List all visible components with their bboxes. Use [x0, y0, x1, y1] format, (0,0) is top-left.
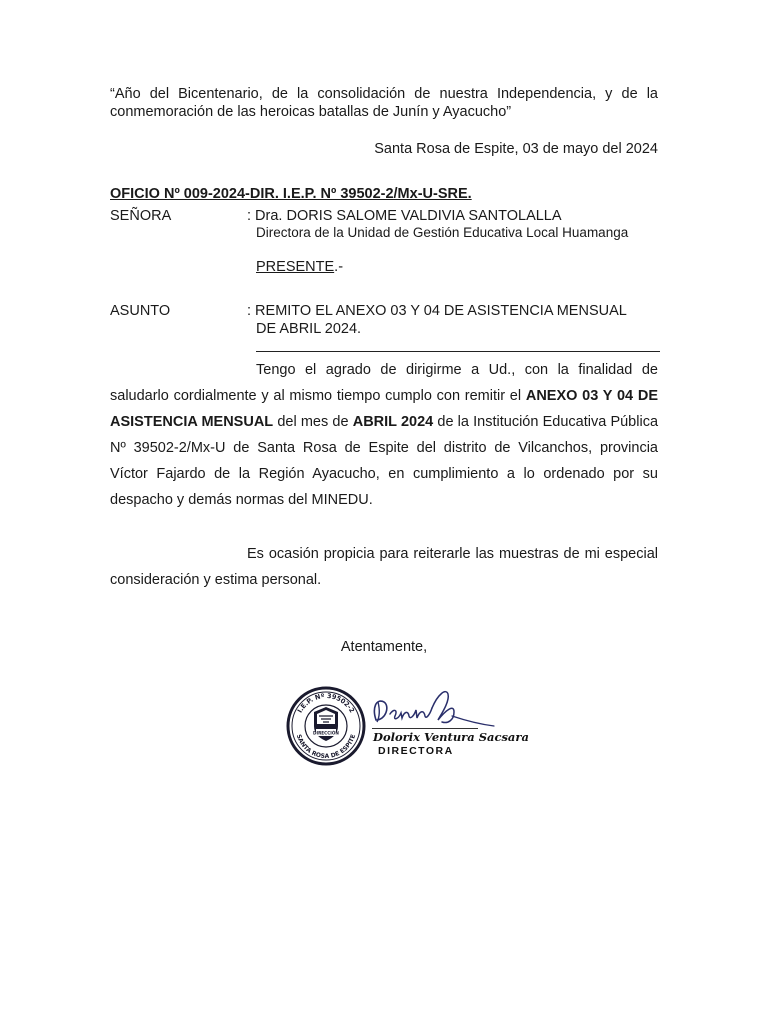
recipient-position: Directora de la Unidad de Gestión Educativa Local Huamanga: [256, 225, 629, 240]
subject-divider: [256, 351, 660, 352]
body-bold-month: ABRIL 2024: [352, 414, 434, 430]
seal-bottom-text: SANTA ROSA DE ESPITE: [294, 733, 358, 761]
body-paragraph-2: Es ocasión propicia para reiterarle las muestras de mi especial consideración y estima personal.: [110, 546, 658, 588]
place-date: Santa Rosa de Espite, 03 de mayo del 2024: [374, 141, 658, 157]
subject-label: ASUNTO: [110, 303, 171, 319]
official-seal-icon: [286, 686, 366, 766]
signer-role: DIRECTORA: [378, 745, 454, 757]
signer-name: Dolorix Ventura Sacsara: [373, 730, 529, 744]
recipient-name: : Dra. DORIS SALOME VALDIVIA SANTOLALLA: [247, 208, 562, 224]
body-bold-annex: ANEXO 03 Y 04 DE ASISTENCIA MENSUAL: [110, 388, 658, 430]
seal-center-text: DIRECCIÓN: [313, 730, 339, 736]
closing-salutation: Atentamente,: [340, 639, 428, 655]
seal-top-text: I.E.P. Nº 39502-2: [295, 691, 357, 715]
presente-word: PRESENTE: [256, 259, 335, 275]
presente-suffix: .-: [334, 259, 344, 275]
body-paragraph-1: [110, 357, 658, 513]
body-text: Tengo el agrado de dirigirme a Ud., con la finalidad de saludarlo cordialmente y al mismo tiempo cumplo con remitir el: [110, 362, 658, 404]
recipient-label: SEÑORA: [110, 208, 172, 224]
handwritten-signature-icon: [368, 680, 498, 732]
oficio-reference: OFICIO Nº 009-2024-DIR. I.E.P. Nº 39502-2/Mx-U-SRE.: [110, 186, 472, 202]
subject-line-2: DE ABRIL 2024.: [256, 321, 362, 337]
subject-line-1: : REMITO EL ANEXO 03 Y 04 DE ASISTENCIA MENSUAL: [247, 303, 627, 319]
signature-rule: [372, 728, 478, 729]
presente-line: [256, 258, 343, 276]
body-text: del mes de: [273, 414, 353, 430]
body-text: de la Institución Educativa Pública Nº 39502-2/Mx-U de Santa Rosa de Espite del distrito de Vilcanchos, provincia Víctor Fajardo de la Región Ayacucho, en cumplimiento a lo ordenado por su despacho y demás normas del MINEDU.: [110, 414, 659, 508]
year-motto: “Año del Bicentenario, de la consolidación de nuestra Independencia, y de la conmemoración de las heroicas batallas de Junín y Ayacucho”: [110, 86, 658, 120]
